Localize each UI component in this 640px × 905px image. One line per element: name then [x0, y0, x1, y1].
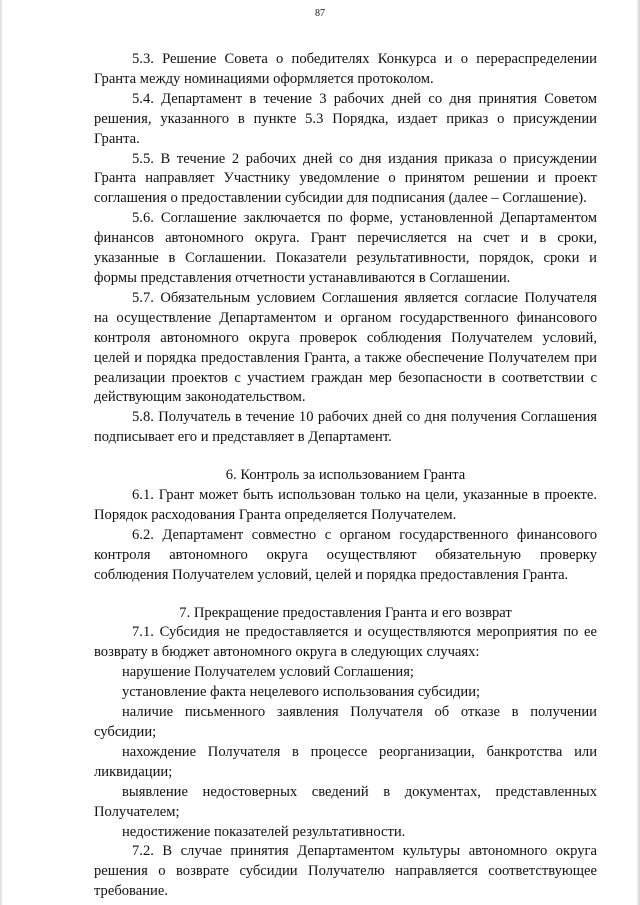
page-number: 87: [315, 8, 325, 19]
section-gap: [94, 586, 597, 604]
case-item: выявление недостоверных сведений в документах, представленных Получателем;: [94, 783, 597, 820]
clause-5-7: 5.7. Обязательным условием Соглашения является согласие Получателя на осуществление Департаментом и органом государственного финансового контроля автономного округа проверок соблюдения Получателем условий, целей и порядка предоставления Гранта, а также обеспечение Получателем при реализации проектов с участием граждан мер безопасности в соответствии с действующим законодательством.: [94, 289, 597, 406]
clause-6-2: 6.2. Департамент совместно с органом государственного финансового контроля автономного округа осуществляют обязательную проверку соблюдения Получателем условий, целей и порядка предоставления Гранта.: [94, 526, 597, 583]
clause-7-1: 7.1. Субсидия не предоставляется и осуществляются мероприятия по ее возврату в бюджет автономного округа в следующих случаях:: [94, 624, 597, 661]
clause-5-6: 5.6. Соглашение заключается по форме, установленной Департаментом финансов автономного округа. Грант перечисляется на счет и в сроки, указанные в Соглашении. Показатели результативности, порядок, сроки и формы представления отчетности устанавливаются в Соглашении.: [94, 210, 597, 286]
scan-edge-left: [0, 0, 3, 905]
case-item: наличие письменного заявления Получателя об отказе в получении субсидии;: [94, 704, 597, 740]
clause-5-5: 5.5. В течение 2 рабочих дней со дня издания приказа о присуждении Гранта направляет Участнику уведомление о принятом решении и проект соглашения о предоставлении субсидии для подписания (далее – Соглашение).: [94, 150, 597, 207]
clause-7-2: 7.2. В случае принятия Департаментом культуры автономного округа решения о возврате субсидии Получателю направляется соответствующее требование.: [94, 843, 597, 900]
scan-edge-right: [636, 0, 640, 905]
case-item: нахождение Получателя в процессе реорганизации, банкротства или ликвидации;: [94, 743, 597, 780]
document-body: [94, 50, 597, 902]
section-gap: [94, 448, 597, 466]
clause-5-4: 5.4. Департамент в течение 3 рабочих дней со дня принятия Советом решения, указанного в пункте 5.3 Порядка, издает приказ о присуждении Гранта.: [94, 90, 597, 147]
section-6-heading: 6. Контроль за использованием Гранта: [225, 467, 466, 484]
clause-5-3: 5.3. Решение Совета о победителях Конкурса и о перераспределении Гранта между номинациями оформляется протоколом.: [94, 51, 597, 87]
clause-6-1: 6.1. Грант может быть использован только на цели, указанные в проекте. Порядок расходования Гранта определяется Получателем.: [94, 487, 597, 523]
case-item: недостижение показателей результативности.: [122, 823, 406, 840]
case-item: установление факта нецелевого использования субсидии;: [122, 684, 481, 701]
clause-5-8: 5.8. Получатель в течение 10 рабочих дней со дня получения Соглашения подписывает его и представляет в Департамент.: [94, 409, 597, 446]
case-item: нарушение Получателем условий Соглашения;: [122, 664, 414, 681]
section-7-heading: 7. Прекращение предоставления Гранта и его возврат: [179, 604, 512, 621]
